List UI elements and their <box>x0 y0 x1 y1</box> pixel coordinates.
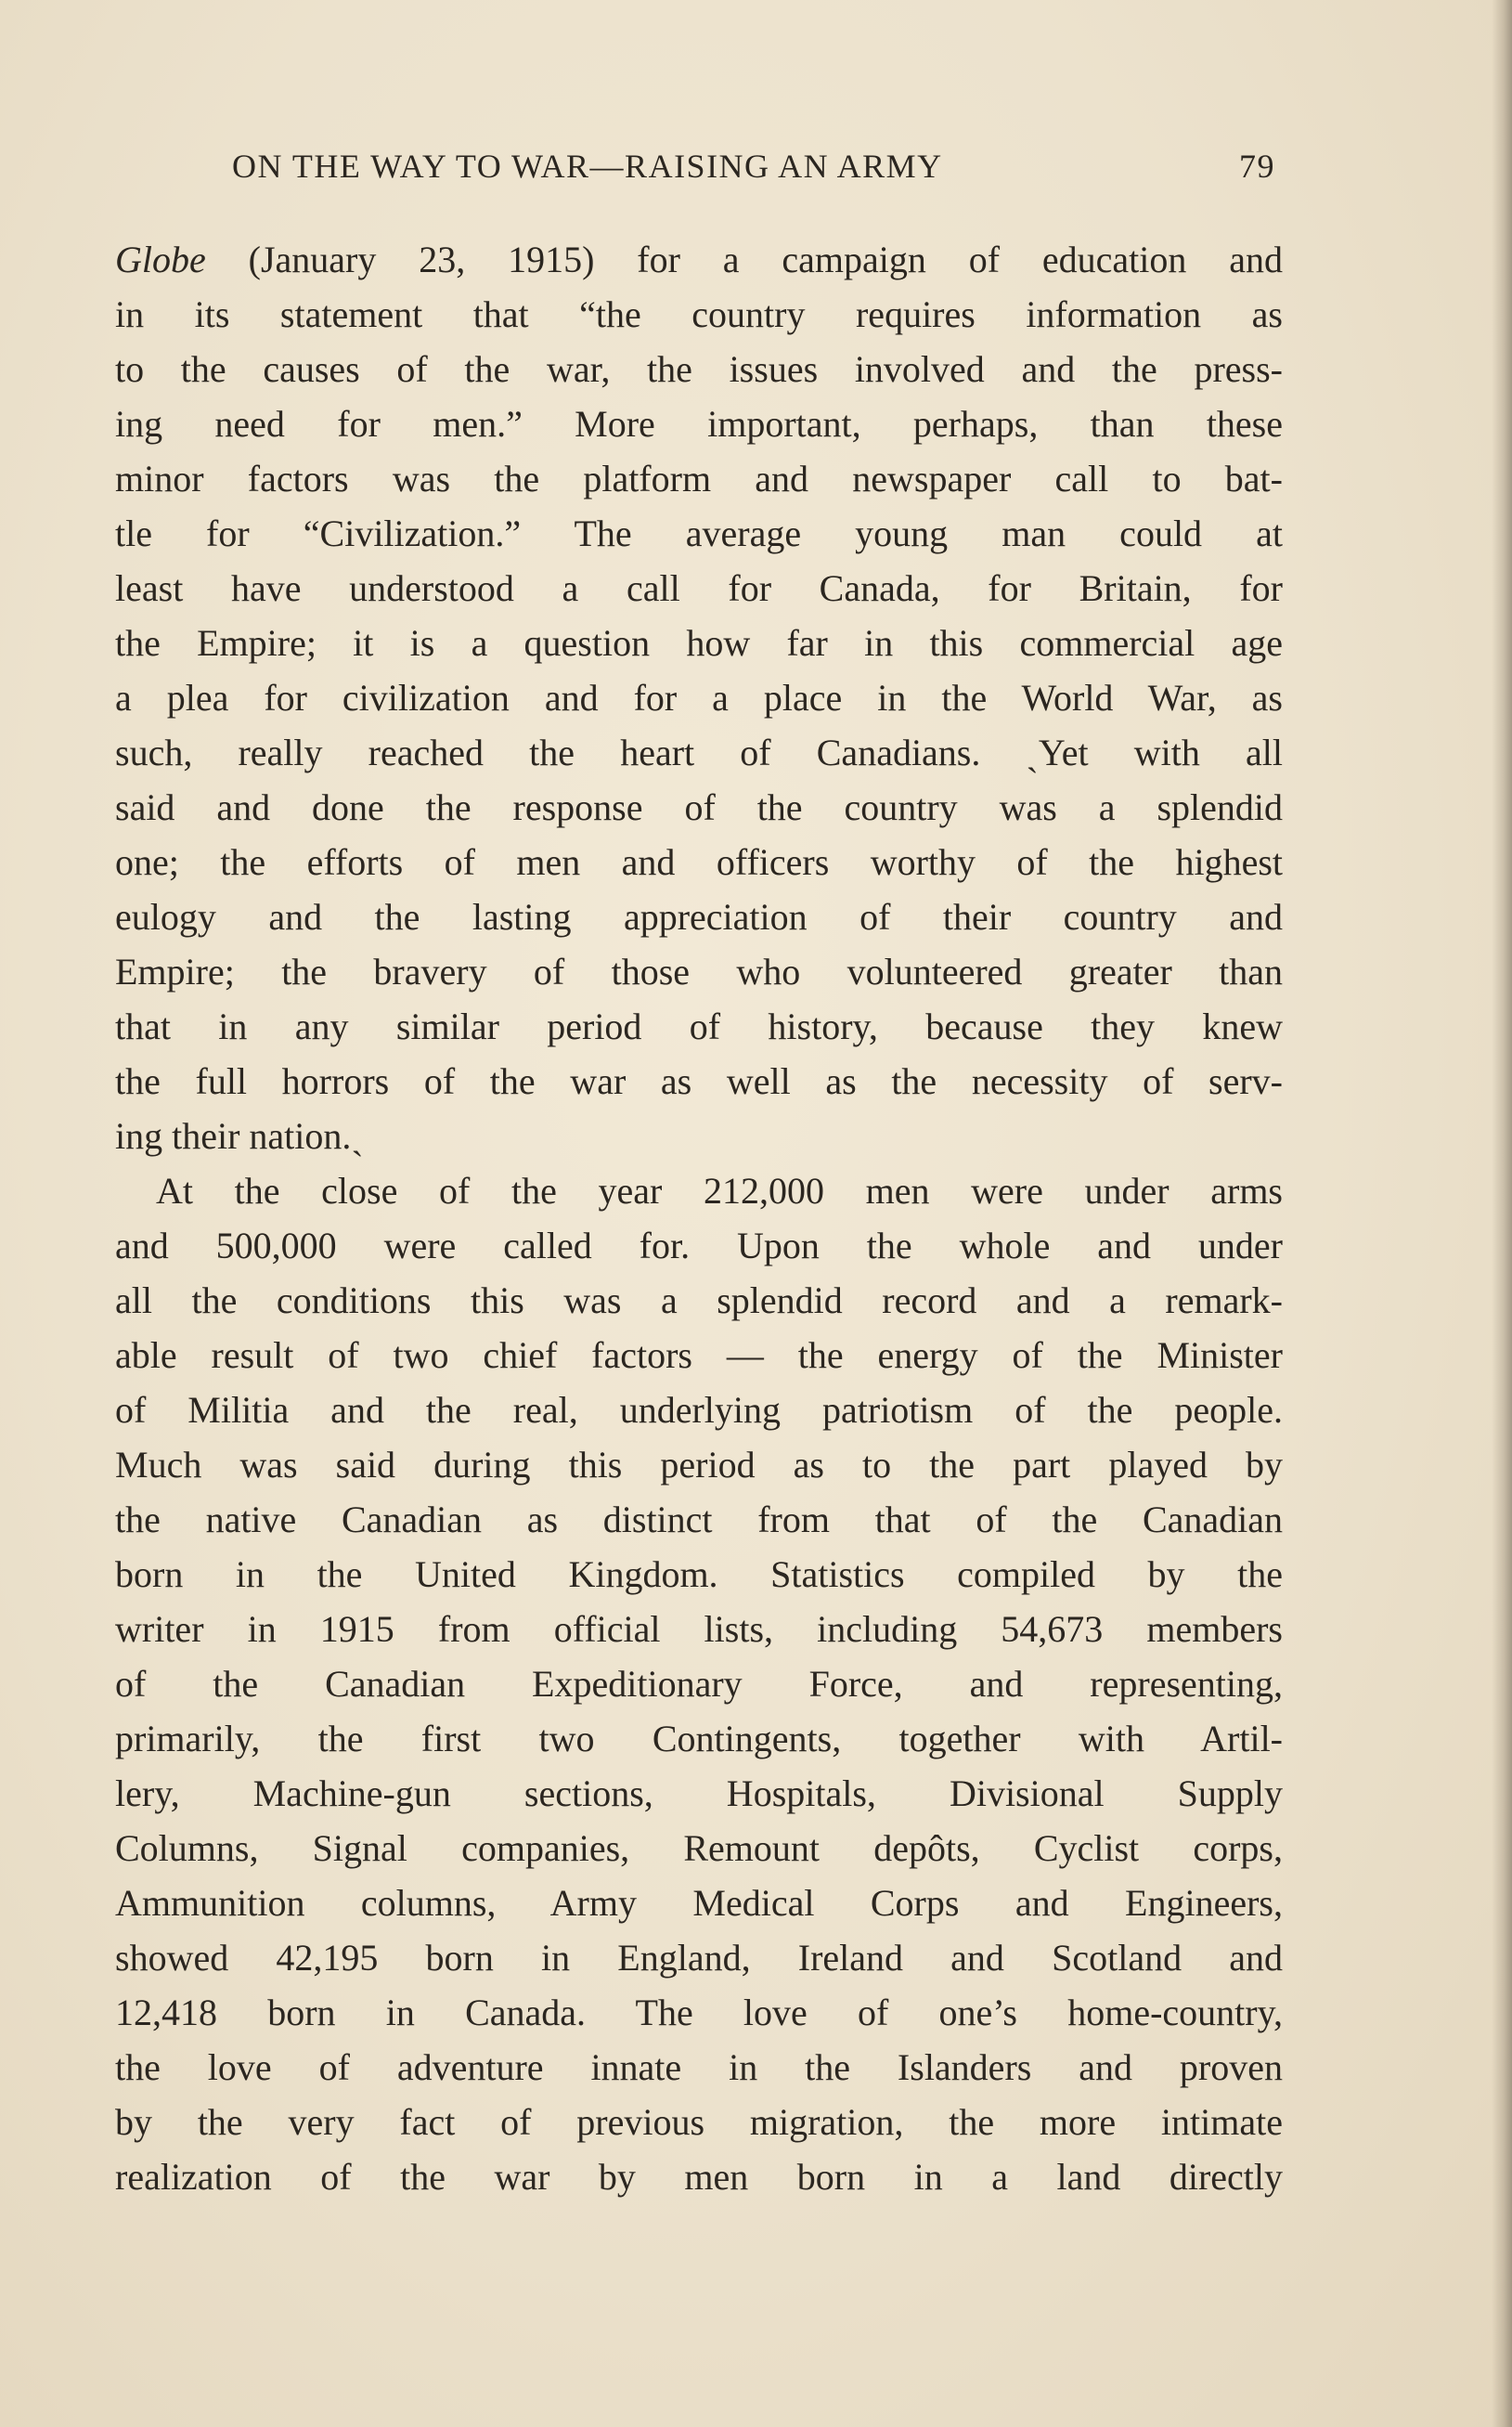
text-line: such, really reached the heart of Canadians. ˏYet with all <box>115 732 1283 773</box>
text-line: minor factors was the platform and newspaper call to bat- <box>115 458 1283 500</box>
text-line: Much was said during this period as to the part played by <box>115 1444 1283 1486</box>
text-line: Ammunition columns, Army Medical Corps and Engineers, <box>115 1882 1283 1924</box>
text-line: born in the United Kingdom. Statistics compiled by the <box>115 1553 1283 1595</box>
text-line: Globe (January 23, 1915) for a campaign of education and <box>115 239 1283 280</box>
text-line: by the very fact of previous migration, the more intimate <box>115 2101 1283 2143</box>
spine-shadow <box>1492 0 1512 2427</box>
text-line: the Empire; it is a question how far in this commercial age <box>115 622 1283 664</box>
text-line: a plea for civilization and for a place in the World War, as <box>115 677 1283 719</box>
text-line: the love of adventure innate in the Islanders and proven <box>115 2046 1283 2088</box>
text-line: ing need for men.” More important, perhaps, than these <box>115 403 1283 445</box>
text-line: able result of two chief factors — the energy of the Minister <box>115 1334 1283 1376</box>
text-line: 12,418 born in Canada. The love of one’s home-country, <box>115 1992 1283 2033</box>
page-number: 79 <box>1239 148 1275 185</box>
text-line: of the Canadian Expeditionary Force, and representing, <box>115 1663 1283 1705</box>
text-line: lery, Machine-gun sections, Hospitals, Divisional Supply <box>115 1772 1283 1814</box>
text-line: least have understood a call for Canada, for Britain, for <box>115 567 1283 609</box>
text-line: of Militia and the real, underlying patriotism of the people. <box>115 1389 1283 1431</box>
italic-word: Globe <box>115 239 206 280</box>
text-line: ing their nation.ˏ <box>115 1115 364 1157</box>
running-head <box>115 147 1275 195</box>
body-text <box>115 232 1283 2204</box>
text-line: the full horrors of the war as well as the necessity of serv- <box>115 1060 1283 1102</box>
text-line: all the conditions this was a splendid record and a remark- <box>115 1279 1283 1321</box>
text-line: said and done the response of the country was a splendid <box>115 786 1283 828</box>
text-line: that in any similar period of history, because they knew <box>115 1006 1283 1047</box>
chapter-title: ON THE WAY TO WAR—RAISING AN ARMY <box>232 148 943 185</box>
text-line: showed 42,195 born in England, Ireland and Scotland and <box>115 1937 1283 1979</box>
text-line: eulogy and the lasting appreciation of their country and <box>115 896 1283 938</box>
text-line: tle for “Civilization.” The average young man could at <box>115 513 1283 554</box>
text-line: primarily, the first two Contingents, together with Artil- <box>115 1718 1283 1759</box>
text-line: Empire; the bravery of those who volunteered greater than <box>115 951 1283 993</box>
text-line: in its statement that “the country requires information as <box>115 293 1283 335</box>
text-line: Columns, Signal companies, Remount depôts, Cyclist corps, <box>115 1827 1283 1869</box>
text-line: and 500,000 were called for. Upon the whole and under <box>115 1225 1283 1266</box>
text-line: writer in 1915 from official lists, including 54,673 members <box>115 1608 1283 1650</box>
text-line: the native Canadian as distinct from that of the Canadian <box>115 1499 1283 1540</box>
text-line: one; the efforts of men and officers worthy of the highest <box>115 841 1283 883</box>
text-line: to the causes of the war, the issues involved and the press- <box>115 348 1283 390</box>
text-line: At the close of the year 212,000 men were under arms <box>156 1170 1283 1212</box>
text-line: realization of the war by men born in a land directly <box>115 2156 1283 2198</box>
